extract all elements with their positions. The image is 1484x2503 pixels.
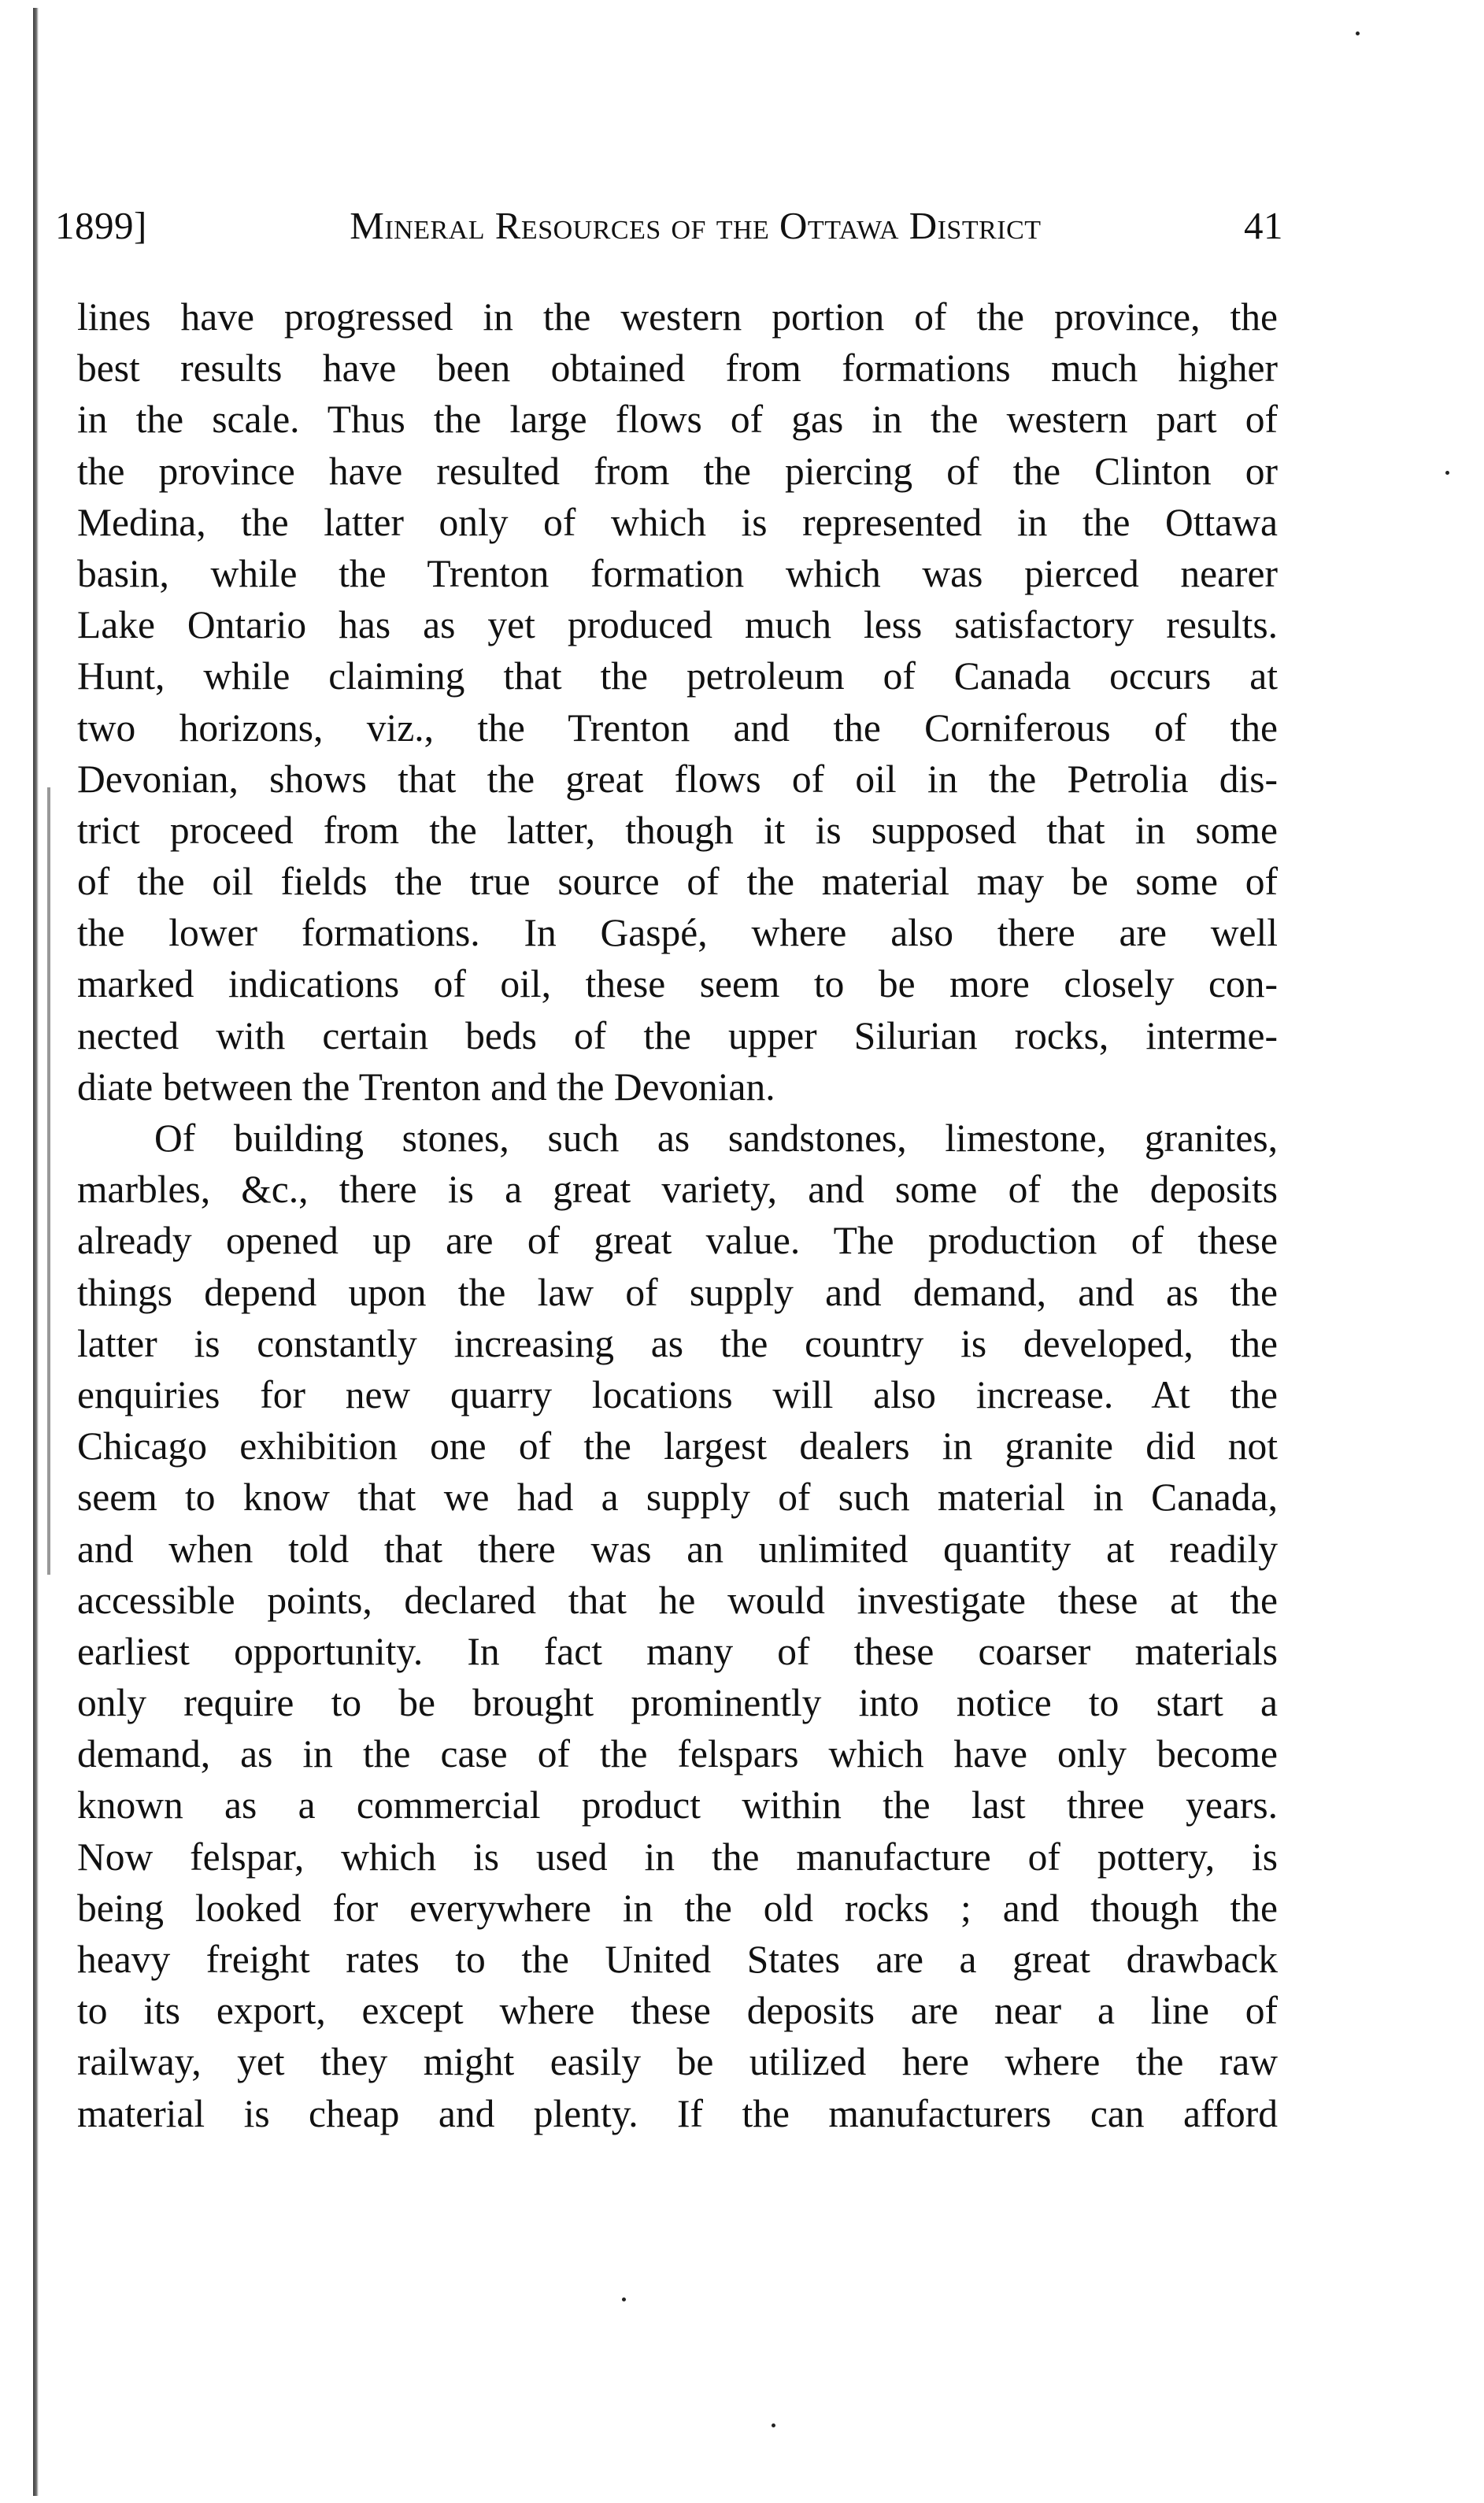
text-line: Medina, the latter only of which is represented in the Ottawa — [77, 500, 1278, 544]
text-line: the lower formations. In Gaspé, where also there are well — [77, 911, 1278, 955]
text-line: and when told that there was an unlimited quantity at readily — [77, 1527, 1278, 1571]
text-line: heavy freight rates to the United States are a great drawback — [77, 1938, 1278, 1981]
scan-speck — [772, 2423, 775, 2427]
text-line: only require to be brought prominently into notice to start a — [77, 1681, 1278, 1725]
text-line: already opened up are of great value. The production of these — [77, 1219, 1278, 1263]
text-line: material is cheap and plenty. If the manufacturers can afford — [77, 2091, 1278, 2135]
text-line: latter is constantly increasing as the country is developed, the — [77, 1321, 1278, 1365]
text-line: earliest opportunity. In fact many of these coarser materials — [77, 1629, 1278, 1673]
text-line: railway, yet they might easily be utilized here where the raw — [77, 2040, 1278, 2084]
text-line: Chicago exhibition one of the largest dealers in granite did not — [77, 1424, 1278, 1468]
paragraph-2 — [77, 1113, 1278, 2139]
text-line: known as a commercial product within the last three years. — [77, 1783, 1278, 1827]
scan-speck — [1356, 31, 1360, 35]
header-title: Mineral Resources of the Ottawa District — [350, 204, 1042, 247]
header-year: 1899] — [55, 204, 147, 247]
scan-speck — [622, 2298, 626, 2301]
text-line: seem to know that we had a supply of such material in Canada, — [77, 1476, 1278, 1520]
text-line: enquiries for new quarry locations will also increase. At the — [77, 1372, 1278, 1416]
text-line: Devonian, shows that the great flows of oil in the Petrolia dis- — [77, 757, 1278, 801]
text-line: Hunt, while claiming that the petroleum of Canada occurs at — [77, 654, 1278, 698]
binding-shadow — [47, 787, 50, 1575]
text-line: demand, as in the case of the felspars which have only become — [77, 1732, 1278, 1776]
text-line: trict proceed from the latter, though it is supposed that in some — [77, 808, 1278, 852]
body-text — [77, 291, 1278, 2139]
text-line: of the oil fields the true source of the material may be some of — [77, 860, 1278, 904]
text-line: to its export, except where these deposits are near a line of — [77, 1989, 1278, 2033]
text-line: marbles, &c., there is a great variety, and some of the deposits — [77, 1168, 1278, 1212]
text-line: best results have been obtained from formations much higher — [77, 346, 1278, 391]
text-line: being looked for everywhere in the old rocks ; and though the — [77, 1886, 1278, 1930]
scan-speck — [1445, 471, 1449, 475]
text-line: in the scale. Thus the large flows of gas in the western part of — [77, 398, 1278, 442]
paragraph-1 — [77, 291, 1278, 1113]
text-line: Now felspar, which is used in the manufacture of pottery, is — [77, 1835, 1278, 1879]
text-line: nected with certain beds of the upper Silurian rocks, interme- — [77, 1013, 1278, 1057]
page-number: 41 — [1244, 204, 1283, 247]
text-line: things depend upon the law of supply and demand, and as the — [77, 1270, 1278, 1314]
text-line: Of building stones, such as sandstones, limestone, granites, — [154, 1116, 1278, 1160]
text-line: accessible points, declared that he would investigate these at the — [77, 1578, 1278, 1622]
running-head — [55, 203, 1283, 266]
text-line: lines have progressed in the western portion of the province, the — [77, 295, 1278, 339]
text-line: marked indications of oil, these seem to be more closely con- — [77, 962, 1278, 1006]
text-line: diate between the Trenton and the Devonian. — [77, 1065, 775, 1109]
text-line: the province have resulted from the piercing of the Clinton or — [77, 449, 1278, 493]
text-line: basin, while the Trenton formation which was pierced nearer — [77, 551, 1278, 595]
text-line: Lake Ontario has as yet produced much less satisfactory results. — [77, 603, 1278, 647]
text-line: two horizons, viz., the Trenton and the Corniferous of the — [77, 705, 1278, 750]
binding-edge — [33, 8, 39, 2496]
